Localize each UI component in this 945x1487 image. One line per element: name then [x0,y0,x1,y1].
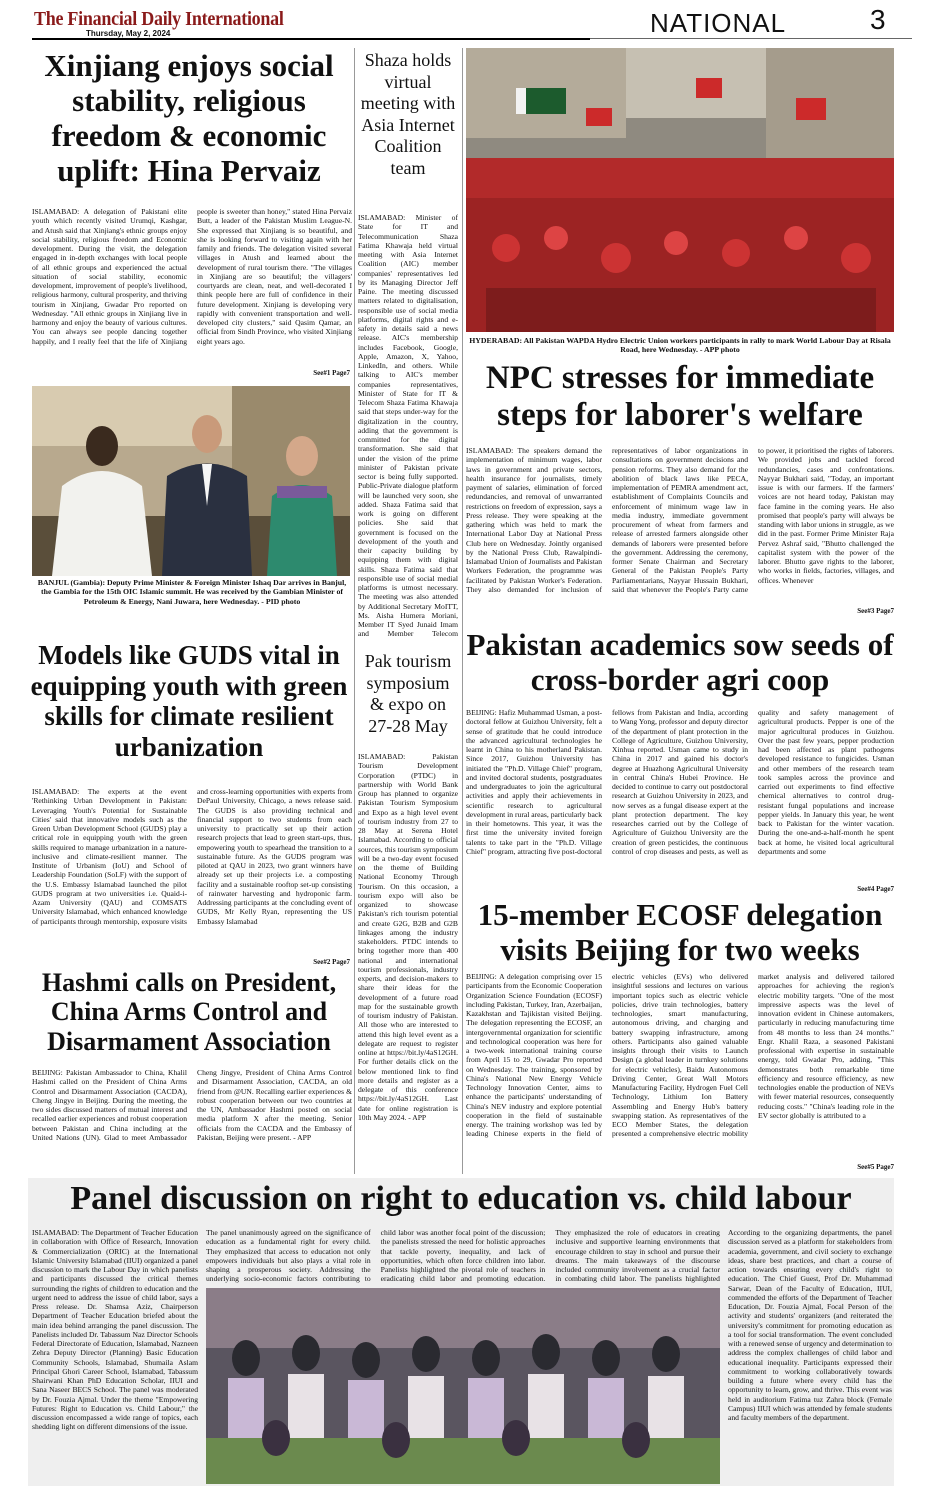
article-academics [466,708,894,886]
masthead-rule-right [590,38,912,39]
article-shaza [358,213,458,640]
headline-academics: Pakistan academics sow seeds of cross-border agri coop [466,627,894,698]
article-academics-text: BEIJING: Hafiz Muhammad Usman, a post-doctoral fellow at Guizhou University, felt a sense of gratitude that he could introduce the advanced agricultural technologies he learnt in China to his motherland Pakistan. Since 2017, Guizhou University has initiated the "Ph.D. Village Chief" program, and invited doctoral students, postgraduates and undergraduates to join the agricultural activities and apply their achievements in scientific research to agricultural development in rural areas, particularly back in their hometowns. This year, it was the first time the university invited foreign talents to take part in the "Ph.D. Village Chief" program, attracting five post-doctoral fellows from Pakistan and India, according to Wang Yong, professor and deputy director of the department of plant protection in the College of Agriculture, Guizhou University, Xinhua reported. Usman came to study in China in 2017 and gained his doctor's degree at Huazhong Agricultural University in central China's Hubei Province. He decided to continue to carry out postdoctoral research at Guizhou University in 2023, and now serves as a fungal disease expert at the plant protection department. The key researches carried out by the College of Agriculture of Guizhou University are the creation of green pesticides, the continuous control of crop diseases and pests, as well as quality and safety management of agricultural products. Pepper is one of the major agricultural produces in Guizhou. Over the past few years, pepper production had been affected as plant pathogens developed resistance to fungicides. Usman and other members of the research team took samples across the province and carried out experiments to find effective chemical alternatives to control drug-resistant fungal populations and increase pepper yields. In January this year, he went back to Pakistan for the winter vacation. During the one-and-a-half-month he spent back at home, he visited local agricultural departments and some [466,708,894,856]
caption-rally: HYDERABAD: All Pakistan WAPDA Hydro Electric Union workers participants in rally to mark World Labour Day at Risala Road, here Wednesday. - APP photo [469,336,891,355]
continuation-xinjiang: See#1 Page7 [313,369,350,377]
section-name: NATIONAL [650,8,787,38]
photo-labour-day-rally [466,48,894,332]
article-panel-middle [206,1228,720,1284]
photo-panel-participants [206,1288,720,1484]
headline-ecosf: 15-member ECOSF delegation visits Beijing for two weeks [477,897,883,968]
article-tourism-text: ISLAMABAD: Pakistan Tourism Development Corporation (PTDC) in partnership with World Bank Group has planned to organize Pakistan Tourism Symposium and Expo as a high level event of tourism industry from 27 to 28 May at Serena Hotel Islamabad. According to official sources, this tourism symposium will be a two-day event focused on the theme of Building National Economy Through Tourism. On this occasion, a tourism expo will also be organized to showcase Pakistan's rich tourism potential and create G2G, B2B and G2B linkages among the industry stakeholders. PTDC intends to bring together more than 400 national and international tourism professionals, industry experts, and decision-makers to share their ideas for the development of a future road map for the sustainable growth of tourism industry of Pakistan. All those who are interested to attend this high level event as a delegate are request to register online at https://bit.ly/4aS12GH. For further details click on the below mentioned link to find more details and register as a delegate of this conference https://bit.ly/4aS12GH. Last date for online registration is 10th May 2024. - APP [358,752,458,1122]
masthead-rule [32,38,590,40]
headline-hashmi: Hashmi calls on President, China Arms Control and Disarmament Association [41,968,337,1056]
article-npc-text: ISLAMABAD: The speakers demand the implementation of minimum wages, labor laws in government and private sectors, health insurance for journalists, timely payment of salaries, elimination of forced redundancies, and removal of unwarranted restrictions on freedom of expression, says a Press release. They were speaking at the gathering which was held to mark the International Labor Day at National Press Club here on Wednesday. Jointly organised by the National Press Club, Rawalpindi-Islamabad Union of Journalists and Pakistan Workers Federation, the programme was facilitated by Pakistan Worker's Federation. They also demanded for inclusion of representatives of labor organizations in consultations on government decisions and pension reforms. They also demand for the abolition of black laws like PECA, implementation of PEMRA amendment act, establishment of Complaints Councils and enforcement of minimum wage law in media industry, immediate government procurement of wheat from farmers and release of arrested farmers alongside other demands of laborers were presented before the government. Addressing the ceremony, former Senate Chairman and Secretary General of the Pakistan People's Party Parliamentarians, Nayyar Hussain Bukhari, said that whenever the People's Party came to power, it prioritised the rights of laborers. We provided jobs and tackled forced redundancies, cases and confrontations. Nayyar Bukhari said, "Today, an important issue is with our farmers. If the farmers' voices are not heard today, Pakistan may face famine in the coming years. He also promised that people's party will always be standing with labor unions in struggle, as we did in the past. Former Prime Minister Raja Pervez Ashraf said, "Bhutto challenged the capitalist system with the power of the laborer. Bhutto gave rights to the laborer, who works in fields, factories, villages, and offices. Whenever [466,446,894,594]
article-panel-text-b: The panel unanimously agreed on the significance of education as a fundamental right for every child. They emphasized that access to education not only empowers individuals but also plays a vital role in shaping a prosperous society. Addressing the underlying socio-economic factors contributing to child labor was another focal point of the discussion; the panelists stressed the need for holistic approaches that tackle poverty, inequality, and lack of opportunities, which often force children into labor. Panelists highlighted the pivotal role of teachers in eradicating child labor and promoting education. They emphasized the role of educators in creating inclusive and supportive learning environments that encourage children to stay in school and pursue their dreams. The main takeaways of the discourse included community involvement as a crucial factor in combating child labor. The panelists highlighted [206,1228,720,1284]
photo-banjul-arrival [32,386,350,576]
article-tourism [358,752,458,1167]
masthead [0,0,945,44]
continuation-npc: See#3 Page7 [857,607,894,615]
headline-guds: Models like GUDS vital in equipping youth with green skills for climate resilient urbanization [30,640,348,762]
continuation-ecosf: See#5 Page7 [857,1163,894,1171]
article-ecosf [466,972,894,1170]
article-panel-col1 [32,1228,198,1482]
article-panel-col5 [728,1228,892,1482]
issue-date: Thursday, May 2, 2024 [86,29,171,38]
page-number: 3 [870,4,886,35]
article-xinjiang [32,207,352,369]
article-hashmi-text: BEIJING: Pakistan Ambassador to China, Khalil Hashmi called on the President of China Arms Control and Disarmament Association (CACDA), Cheng Jingye in Beijing. During the meeting, the two sides discussed matters of mutual interest and recalled earlier experiences and robust cooperation between Pakistan and China including at the United Nations (UN). Glad to meet Ambassador Cheng Jingye, President of China Arms Control and Disarmament Association, CACDA, an old friend from @UN. Recalling earlier experiences & robust cooperation between our two countries at the UN, Ambassador Hashmi posted on social media platform X after the meeting. Senior officials from the CACDA and the Embassy of Pakistan, Beijing were present. - APP [32,1068,352,1142]
article-xinjiang-text: ISLAMABAD: A delegation of Pakistani elite youth which recently visited Urumqi, Kashgar, and Atush said that Xinjiang's ethnic groups enjoy social stability, religious freedom and Economic development. During the visit, the delegation engaged in in-depth exchanges with local people of all ethnic groups and experienced the actual situation of social stability, economic development, improvement of people's livelihood, religious harmony, cultural prosperity, and thriving tourism in Xinjiang, Gwadar Pro reported on Wednesday. "All ethnic groups in Xinjiang live in harmony and enjoy the beauty of various cultures. You can always see people dancing together happily, and I really feel that the life of Xinjiang people is sweeter than honey," stated Hina Pervaiz Butt, a leader of the Pakistan Muslim League-N. She expressed that Xinjiang is so beautiful, and she is looking forward to visiting again with her family and friends. The delegation visited several villages in Atush and learned about the development of rural tourism there. "The villages in Xinjiang are so beautiful; the villagers' courtyards are clean, neat, and well-decorated I think people here are full of confidence in their future development. Xinjiang is developing very rapidly with convenient transportation and well-developed city clusters," said Qasim Qamar, an official from Sindh Province, who visited Xinjiang eight years ago. [32,207,352,346]
headline-tourism: Pak tourism symposium & expo on 27-28 May [364,651,452,736]
article-hashmi [32,1068,352,1172]
article-panel-text-c: According to the organizing departments, the panel discussion served as a platform for stakeholders from academia, government, and civil society to exchange ideas, share best practices, and chart a course of action towards ensuring every child's right to education. The Chief Guest, Prof Dr. Muhammad Sarwar, Dean of the Faculty of Education, IIUI, commended the efforts of the Department of Teacher Education, Dr. Fouzia Ajmal, Focal Person of the activity and students' organizers (and reiterated the university's commitment for promoting education as a tool for social transformation. The event concluded with a renewed sense of urgency and determination to address the complex challenges of child labor and educational inequality. Participants expressed their commitment to working collaboratively towards building a future where every child has the opportunity to learn, grow, and thrive. This event was held in auditorium Fatima tuz Zahra block (Female Campus) IIUI which was attended by female students and faculty members of the department. [728,1228,892,1422]
article-guds [32,787,352,957]
paper-name: The Financial Daily International [34,8,284,30]
panel-section [28,1178,894,1486]
headline-shaza: Shaza holds virtual meeting with Asia Internet Coalition team [360,50,456,178]
caption-banjul: BANJUL (Gambia): Deputy Prime Minister & Foreign Minister Ishaq Dar arrives in Banjul, the Gambia for the 15th OIC Islamic summit. He was received by the Gambian Minister of Petroleum & Energy, Nani Juwara, here Wednesday. - PID photo [37,578,347,606]
column-rule [354,48,355,1174]
article-npc [466,446,894,606]
continuation-academics: See#4 Page7 [857,885,894,893]
article-guds-text: ISLAMABAD: The experts at the event 'Rethinking Urban Development in Pakistan: Leveraging Youth's Potential for Sustainable Cities' said that innovative models such as the Green Urban Development School (GUDS) play a critical role in equipping youth with the green skills required to manage urbanization in a nature-inclusive and climate-resilient manner. The Institute of Urbanism (IoU) and School of Leadership Foundation (SoLF) with the support of the U.S. Embassy Islamabad launched the pilot GUDS program at two universities i.e. Quaid-i-Azam University (QAU) and COMSATS University Islamabad, which enhanced knowledge of participants through mentorship, exposure visits and cross-learning opportunities with experts from DePaul University, Chicago, a news release said. The GUDS is also providing technical and financial support to two students from each university to practically set up their action research projects that lead to green start-ups, thus, empowering youth to spearhead the transition to a sustainable future. As the GUDS program was piloted at QAU in 2023, two grant winners have already set up their projects i.e. a composting facility and a sustainable rooftop set-up consisting of rainwater harvesting and hydroponic farm. Addressing participants at the concluding event of GUDS, Mr Kelly Ryan, representing the US Embassy Islamabad [32,787,352,926]
continuation-guds: See#2 Page7 [313,958,350,966]
article-ecosf-text: BEIJING: A delegation comprising over 15 participants from the Economic Cooperation Organization Science Foundation (ECOSF) including Pakistan, Turkey, Iran, Azerbaijan, Kazakhstan and Tajikistan visited Beijing. The delegation representing the ECOSF, an intergovernmental organization for scientific and technological cooperation was here for a two-week international training course from April 15 to 29, Gwadar Pro reported on Wednesday. The training, sponsored by China's National New Energy Vehicle Technology Innovation Center, aims to enhance the participants' understanding of China's NEV industry and explore potential cooperation in the field of sustainable energy. The training workshop was led by leading Chinese experts in the field of electric vehicles (EVs) who delivered insightful sessions and lectures on various important topics such as electric vehicle policies, drive train technologies, battery technologies, smart manufacturing, autonomous driving, and charging and battery swapping infrastructure, among others. Participants also gained valuable insights through their visits to Launch Design (a global leader in turnkey solutions for electric vehicles), Baidu Autonomous Driving Center, Great Wall Motors Manufacturing Facility, Hydrogen Fuel Cell Technology, Lithium Ion Battery Assembling and Energy Hub's battery swapping station. As representatives of the ECO Member States, the delegation presented a comprehensive electric mobility market analysis and delivered tailored approaches for achieving the region's electric mobility targets. "One of the most impressive aspects was the level of innovation evident in Chinese automakers, particularly in reducing manufacturing time from 48 months to less than 24 months." Engr. Khalil Raza, a seasoned Pakistani professional with expertise in sustainable energy, told Gwadar Pro, adding, "This demonstrates both remarkable time efficiency and resource efficiency, as new technologies enable the production of NEVs with fewer material resources, consequently reducing costs." "China's leading role in the EV sector globally is attributed to a [466,972,894,1139]
column-rule [462,48,463,1174]
article-panel-text-a: ISLAMABAD: The Department of Teacher Education in collaboration with Office of Research, Innovation & Commercialization (ORIC) at the International Islamic University Islamabad (IIUI) organized a panel discussion to mark the Labour Day in which panelists and participants discussed the critical themes surrounding the rights of children to education and the urgent need to address the issue of child labor, says a Press release. Dr. Shamsa Aziz, Chairperson Department of Teacher Education briefed about the main idea behind arranging the panel discussion. The Panelists included Dr. Tabassum Naz Director Schools Federal Directorate of Education, Islamabad, Nazneen Zehra Deputy Director (Planning) Basic Education Community Schools, Islamabad, Shumaila Aslam Principal Ghori Career School, Islamabad, Tabassum Shairwani Khan PhD Education Scholar, IIUI and Sana Naseer BECS School. The panel was moderated by Dr. Fouzia Ajmal. Under the theme "Empowering Futures: Right to Education vs. Child Labour," the discussion encompassed a wide range of topics, each shedding light on different dimensions of the issue. [32,1228,198,1432]
headline-npc: NPC stresses for immediate steps for laborer's welfare [485,360,875,434]
article-shaza-text: ISLAMABAD: Minister of State for IT and Telecommunication Shaza Fatima Khawaja held virtual meeting with Asia Internet Coalition (AIC) member companies' representatives led by its Managing Director Jeff Paine. The meeting discussed matters related to digitalisation, responsible use of social media platforms, digital rights and e-safety in details said a news release. AIC's membership includes Facebook, Google, Apple, Amazon, X, Yahoo, LinkedIn, and others. While talking to AIC's member companies representatives, Minister of State for IT & Telecom Shaza Fatima Khawaja said that steps under-way for the digitalization in the country, adding that the government is committed for the digital transformation. She said that under the vision of the prime minister of Pakistan private sector is being fully supported. Public-Private dialogue platform will be launched very soon, she added. Shaza Fatima said that work is going on different policies. She said that government is focused on the development of the youth and their capacity building by equipping them with digital skills. Shaza Fatima said that responsible use of social medial platforms is utmost necessary. The meeting was also attended by Additional Secretary MoITT, Ms. Aisha Humera Moriani, Member IT Syed Junaid Imam and Member Telecom [358,213,458,639]
headline-panel: Panel discussion on right to education vs. child labour [70,1180,852,1217]
headline-xinjiang: Xinjiang enjoys social stability, religious freedom & economic uplift: Hina Pervaiz [44,48,334,189]
